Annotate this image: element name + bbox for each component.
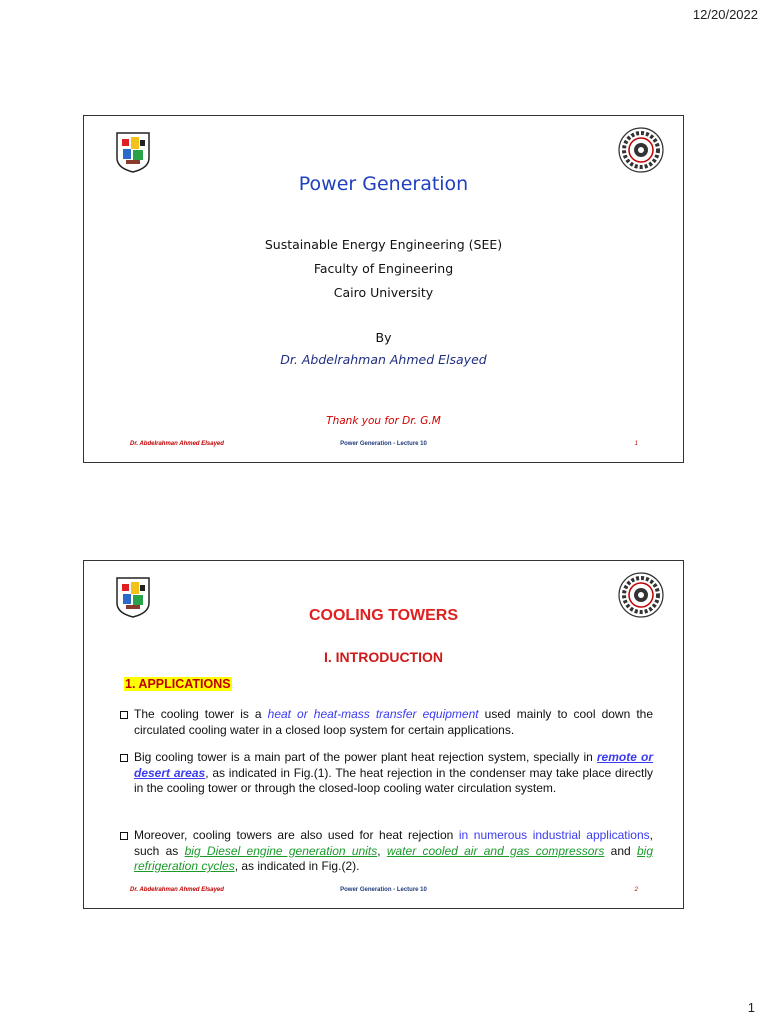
checkbox-bullet-icon: [120, 754, 128, 762]
faculty-engineering-gear-logo-icon: [617, 126, 665, 174]
bullet-paragraph: [120, 750, 653, 797]
paragraph-text: Big cooling tower is a main part of the power plant heat rejection system, specially in remote or desert areas, as indicated in Fig.(1). The heat rejection in the condenser may take place directly in the cooling tower or through the closed-loop cooling water circulation system.: [134, 750, 653, 795]
footer-lecture: Power Generation - Lecture 10: [340, 887, 427, 893]
by-label: By: [375, 330, 392, 345]
author-name: Dr. Abdelrahman Ahmed Elsayed: [280, 352, 487, 367]
section-heading: I. INTRODUCTION: [324, 649, 443, 665]
page-number: 1: [747, 1000, 755, 1015]
footer-author: Dr. Abdelrahman Ahmed Elsayed: [130, 887, 224, 893]
slide-1: [83, 115, 684, 463]
checkbox-bullet-icon: [120, 711, 128, 719]
program-line: Sustainable Energy Engineering (SEE): [264, 237, 503, 252]
footer-lecture: Power Generation - Lecture 10: [340, 441, 427, 447]
highlight-term: heat or heat-mass transfer equipment: [267, 707, 479, 721]
highlight-term: remote or desert areas: [134, 750, 653, 780]
footer-slide-number: 1: [634, 441, 638, 447]
highlight-term: big refrigeration cycles: [134, 843, 653, 873]
paragraph-text: Moreover, cooling towers are also used for heat rejection in numerous industrial applications, such as big Diesel engine generation units, water cooled air and gas compressors and big refrigeration cycles, as indicated in Fig.(2).: [134, 828, 653, 873]
paragraph-text: The cooling tower is a heat or heat-mass transfer equipment used mainly to cool down the circulated cooling water in a closed loop system for certain applications.: [134, 707, 653, 737]
slide-2: [83, 560, 684, 909]
bullet-paragraph: [120, 828, 653, 875]
page-date: 12/20/2022: [692, 7, 758, 22]
highlight-term: water cooled air and gas compressors: [386, 843, 605, 858]
slide-title: Power Generation: [298, 173, 469, 195]
slide-title: COOLING TOWERS: [308, 607, 459, 624]
slide-footer: [84, 887, 683, 897]
checkbox-bullet-icon: [120, 832, 128, 840]
university-line: Cairo University: [333, 285, 434, 300]
footer-author: Dr. Abdelrahman Ahmed Elsayed: [130, 441, 224, 447]
slide-footer: [84, 441, 683, 451]
bullet-paragraph: [120, 707, 653, 738]
faculty-line: Faculty of Engineering: [313, 261, 454, 276]
highlight-term: big Diesel engine generation units: [184, 843, 378, 858]
subsection-heading: 1. APPLICATIONS: [125, 677, 231, 691]
cairo-university-logo-icon: [114, 130, 152, 174]
thanks-note: Thank you for Dr. G.M: [326, 415, 441, 427]
footer-slide-number: 2: [634, 887, 638, 893]
highlight-term: in numerous industrial applications: [458, 828, 650, 842]
